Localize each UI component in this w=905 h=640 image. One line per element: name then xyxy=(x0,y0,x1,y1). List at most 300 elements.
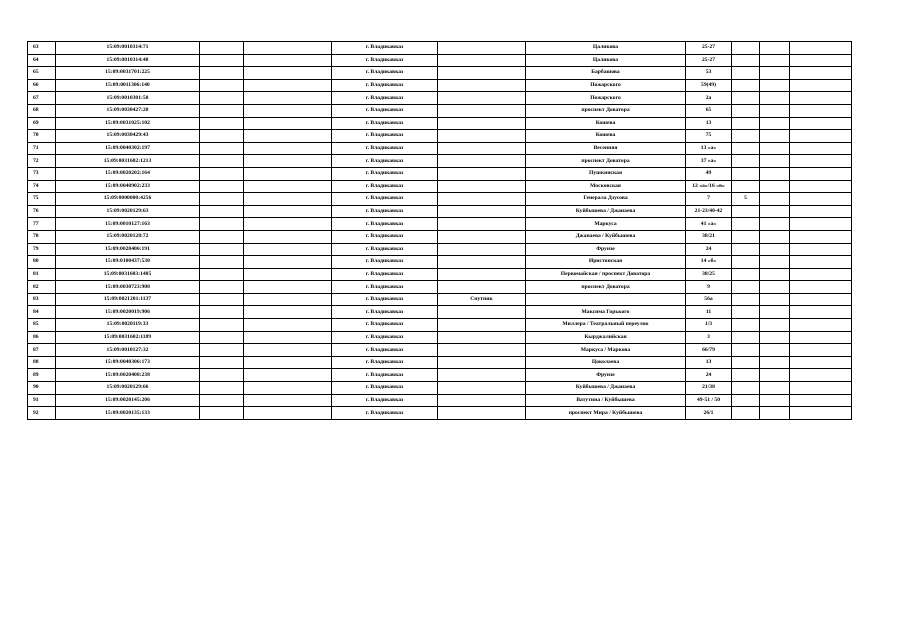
district-cell xyxy=(438,155,526,168)
street-cell: Иристонская xyxy=(526,256,686,269)
extra-cell xyxy=(732,167,760,180)
cadastral-number-cell: 15:09:0020135:133 xyxy=(56,407,200,420)
district-cell xyxy=(438,92,526,105)
table-row xyxy=(28,92,852,105)
empty-cell xyxy=(760,369,790,382)
house-number-cell: 38/25 xyxy=(686,268,732,281)
empty-cell xyxy=(790,369,852,382)
empty-cell xyxy=(200,243,244,256)
row-number-cell: 84 xyxy=(28,306,56,319)
cadastral-number-cell: 15:09:0020406:191 xyxy=(56,243,200,256)
extra-cell: 5 xyxy=(732,193,760,206)
row-number-cell: 69 xyxy=(28,117,56,130)
row-number-cell: 91 xyxy=(28,394,56,407)
district-cell xyxy=(438,344,526,357)
extra-cell xyxy=(732,104,760,117)
table-row xyxy=(28,256,852,269)
cadastral-number-cell: 15:09:0000000:4256 xyxy=(56,193,200,206)
house-number-cell: 25-27 xyxy=(686,42,732,55)
cadastral-number-cell: 15:09:0100437:530 xyxy=(56,256,200,269)
empty-cell xyxy=(200,167,244,180)
empty-cell xyxy=(200,67,244,80)
house-number-cell: 49 xyxy=(686,167,732,180)
district-cell xyxy=(438,230,526,243)
street-cell: Цаликова xyxy=(526,42,686,55)
extra-cell xyxy=(732,407,760,420)
cadastral-number-cell: 15:09:0040902:233 xyxy=(56,180,200,193)
empty-cell xyxy=(790,117,852,130)
cadastral-number-cell: 15:09:0021201:1137 xyxy=(56,293,200,306)
city-cell: г. Владикавказ xyxy=(332,130,438,143)
house-number-cell: 24 xyxy=(686,369,732,382)
empty-cell xyxy=(760,167,790,180)
cadastral-number-cell: 15:09:0030723:908 xyxy=(56,281,200,294)
empty-cell xyxy=(200,306,244,319)
extra-cell xyxy=(732,306,760,319)
street-cell: Кошева xyxy=(526,130,686,143)
house-number-cell: 21-23/40-42 xyxy=(686,205,732,218)
district-cell xyxy=(438,54,526,67)
city-cell: г. Владикавказ xyxy=(332,205,438,218)
empty-cell xyxy=(790,230,852,243)
table-row xyxy=(28,42,852,55)
street-cell: Кырджалийская xyxy=(526,331,686,344)
empty-cell xyxy=(790,54,852,67)
empty-cell xyxy=(760,155,790,168)
house-number-cell: 3 xyxy=(686,331,732,344)
empty-cell xyxy=(200,180,244,193)
extra-cell xyxy=(732,369,760,382)
empty-cell xyxy=(790,356,852,369)
table-row xyxy=(28,205,852,218)
empty-cell xyxy=(244,243,332,256)
empty-cell xyxy=(244,394,332,407)
row-number-cell: 85 xyxy=(28,319,56,332)
empty-cell xyxy=(760,54,790,67)
empty-cell xyxy=(790,104,852,117)
table-row xyxy=(28,117,852,130)
empty-cell xyxy=(790,293,852,306)
row-number-cell: 92 xyxy=(28,407,56,420)
empty-cell xyxy=(200,356,244,369)
cadastral-number-cell: 15:09:0040306:173 xyxy=(56,356,200,369)
extra-cell xyxy=(732,230,760,243)
empty-cell xyxy=(244,104,332,117)
city-cell: г. Владикавказ xyxy=(332,293,438,306)
row-number-cell: 89 xyxy=(28,369,56,382)
extra-cell xyxy=(732,293,760,306)
empty-cell xyxy=(790,243,852,256)
empty-cell xyxy=(760,243,790,256)
empty-cell xyxy=(244,407,332,420)
empty-cell xyxy=(200,319,244,332)
cadastral-number-cell: 15:09:0040302:197 xyxy=(56,142,200,155)
house-number-cell: 13 xyxy=(686,117,732,130)
address-registry-table xyxy=(27,41,852,420)
empty-cell xyxy=(200,193,244,206)
empty-cell xyxy=(790,306,852,319)
extra-cell xyxy=(732,92,760,105)
street-cell: Пожарского xyxy=(526,79,686,92)
cadastral-number-cell: 15:09:0020119:33 xyxy=(56,319,200,332)
house-number-cell: 38/21 xyxy=(686,230,732,243)
cadastral-number-cell: 15:09:0020202:164 xyxy=(56,167,200,180)
empty-cell xyxy=(760,142,790,155)
cadastral-number-cell: 15:09:0020145:206 xyxy=(56,394,200,407)
house-number-cell: 1/3 xyxy=(686,319,732,332)
cadastral-number-cell: 15:09:0031025:102 xyxy=(56,117,200,130)
cadastral-number-cell: 15:09:0011306:140 xyxy=(56,79,200,92)
city-cell: г. Владикавказ xyxy=(332,243,438,256)
empty-cell xyxy=(200,142,244,155)
table-row xyxy=(28,142,852,155)
extra-cell xyxy=(732,218,760,231)
cadastral-number-cell: 15:09:0030427:20 xyxy=(56,104,200,117)
table-row xyxy=(28,319,852,332)
street-cell: Фрунзе xyxy=(526,243,686,256)
empty-cell xyxy=(760,79,790,92)
house-number-cell: 7 xyxy=(686,193,732,206)
empty-cell xyxy=(790,79,852,92)
cadastral-number-cell: 15:09:0030429:43 xyxy=(56,130,200,143)
empty-cell xyxy=(200,394,244,407)
cadastral-number-cell: 15:09:0020019:906 xyxy=(56,306,200,319)
city-cell: г. Владикавказ xyxy=(332,382,438,395)
empty-cell xyxy=(760,306,790,319)
empty-cell xyxy=(200,79,244,92)
empty-cell xyxy=(760,193,790,206)
city-cell: г. Владикавказ xyxy=(332,230,438,243)
house-number-cell: 53 xyxy=(686,67,732,80)
extra-cell xyxy=(732,180,760,193)
table-row xyxy=(28,382,852,395)
extra-cell xyxy=(732,205,760,218)
table-row xyxy=(28,193,852,206)
row-number-cell: 81 xyxy=(28,268,56,281)
city-cell: г. Владикавказ xyxy=(332,117,438,130)
empty-cell xyxy=(200,382,244,395)
house-number-cell: 26/1 xyxy=(686,407,732,420)
table-row xyxy=(28,230,852,243)
row-number-cell: 87 xyxy=(28,344,56,357)
extra-cell xyxy=(732,54,760,67)
street-cell: проспект Доватора xyxy=(526,155,686,168)
extra-cell xyxy=(732,243,760,256)
empty-cell xyxy=(760,394,790,407)
empty-cell xyxy=(200,54,244,67)
row-number-cell: 65 xyxy=(28,67,56,80)
extra-cell xyxy=(732,356,760,369)
district-cell xyxy=(438,256,526,269)
empty-cell xyxy=(760,42,790,55)
empty-cell xyxy=(200,117,244,130)
row-number-cell: 66 xyxy=(28,79,56,92)
district-cell xyxy=(438,130,526,143)
empty-cell xyxy=(244,356,332,369)
table-row xyxy=(28,344,852,357)
table-row xyxy=(28,306,852,319)
empty-cell xyxy=(790,407,852,420)
table-row xyxy=(28,167,852,180)
row-number-cell: 64 xyxy=(28,54,56,67)
house-number-cell: 24 xyxy=(686,243,732,256)
empty-cell xyxy=(760,344,790,357)
row-number-cell: 67 xyxy=(28,92,56,105)
street-cell: Цаликова xyxy=(526,54,686,67)
street-cell xyxy=(526,293,686,306)
row-number-cell: 63 xyxy=(28,42,56,55)
empty-cell xyxy=(760,268,790,281)
empty-cell xyxy=(244,130,332,143)
empty-cell xyxy=(200,42,244,55)
street-cell: Маркуса xyxy=(526,218,686,231)
empty-cell xyxy=(760,130,790,143)
empty-cell xyxy=(200,104,244,117)
extra-cell xyxy=(732,67,760,80)
row-number-cell: 75 xyxy=(28,193,56,206)
city-cell: г. Владикавказ xyxy=(332,256,438,269)
street-cell: Цоколаева xyxy=(526,356,686,369)
table-row xyxy=(28,356,852,369)
city-cell: г. Владикавказ xyxy=(332,155,438,168)
extra-cell xyxy=(732,130,760,143)
cadastral-number-cell: 15:09:0010127:32 xyxy=(56,344,200,357)
city-cell: г. Владикавказ xyxy=(332,306,438,319)
street-cell: Маркуса / Маркова xyxy=(526,344,686,357)
district-cell xyxy=(438,356,526,369)
table-row xyxy=(28,180,852,193)
row-number-cell: 79 xyxy=(28,243,56,256)
street-cell: Кошева xyxy=(526,117,686,130)
extra-cell xyxy=(732,382,760,395)
city-cell: г. Владикавказ xyxy=(332,79,438,92)
empty-cell xyxy=(244,268,332,281)
house-number-cell: 65 xyxy=(686,104,732,117)
table-row xyxy=(28,331,852,344)
city-cell: г. Владикавказ xyxy=(332,92,438,105)
house-number-cell: 66/79 xyxy=(686,344,732,357)
city-cell: г. Владикавказ xyxy=(332,218,438,231)
street-cell: проспект Доватора xyxy=(526,281,686,294)
table-row xyxy=(28,155,852,168)
city-cell: г. Владикавказ xyxy=(332,268,438,281)
house-number-cell: 75 xyxy=(686,130,732,143)
empty-cell xyxy=(760,356,790,369)
empty-cell xyxy=(244,344,332,357)
district-cell xyxy=(438,117,526,130)
district-cell xyxy=(438,104,526,117)
table-row xyxy=(28,394,852,407)
empty-cell xyxy=(200,256,244,269)
district-cell xyxy=(438,67,526,80)
street-cell: Джанаева / Куйбышева xyxy=(526,230,686,243)
empty-cell xyxy=(790,281,852,294)
street-cell: Первомайская / проспект Доватора xyxy=(526,268,686,281)
empty-cell xyxy=(244,256,332,269)
empty-cell xyxy=(244,117,332,130)
empty-cell xyxy=(760,293,790,306)
house-number-cell: 49-51 / 50 xyxy=(686,394,732,407)
extra-cell xyxy=(732,79,760,92)
row-number-cell: 72 xyxy=(28,155,56,168)
table-body xyxy=(28,42,852,420)
empty-cell xyxy=(200,205,244,218)
empty-cell xyxy=(760,281,790,294)
house-number-cell: 25-27 xyxy=(686,54,732,67)
street-cell: Весенняя xyxy=(526,142,686,155)
house-number-cell: 13 «а» xyxy=(686,142,732,155)
empty-cell xyxy=(200,407,244,420)
empty-cell xyxy=(790,92,852,105)
row-number-cell: 74 xyxy=(28,180,56,193)
street-cell: проспект Доватора xyxy=(526,104,686,117)
city-cell: г. Владикавказ xyxy=(332,319,438,332)
street-cell: Пожарского xyxy=(526,92,686,105)
row-number-cell: 70 xyxy=(28,130,56,143)
table-row xyxy=(28,369,852,382)
cadastral-number-cell: 15:09:0010127:163 xyxy=(56,218,200,231)
cadastral-number-cell: 15:09:0010301:50 xyxy=(56,92,200,105)
city-cell: г. Владикавказ xyxy=(332,167,438,180)
empty-cell xyxy=(760,382,790,395)
house-number-cell: 2а xyxy=(686,92,732,105)
table-row xyxy=(28,293,852,306)
empty-cell xyxy=(244,167,332,180)
extra-cell xyxy=(732,281,760,294)
empty-cell xyxy=(244,369,332,382)
extra-cell xyxy=(732,155,760,168)
house-number-cell: 59(49) xyxy=(686,79,732,92)
empty-cell xyxy=(200,281,244,294)
empty-cell xyxy=(244,205,332,218)
empty-cell xyxy=(790,142,852,155)
empty-cell xyxy=(760,117,790,130)
empty-cell xyxy=(790,218,852,231)
city-cell: г. Владикавказ xyxy=(332,394,438,407)
empty-cell xyxy=(760,180,790,193)
empty-cell xyxy=(760,205,790,218)
district-cell xyxy=(438,407,526,420)
row-number-cell: 71 xyxy=(28,142,56,155)
table-row xyxy=(28,67,852,80)
empty-cell xyxy=(760,104,790,117)
house-number-cell: 14 «б» xyxy=(686,256,732,269)
extra-cell xyxy=(732,319,760,332)
row-number-cell: 76 xyxy=(28,205,56,218)
row-number-cell: 73 xyxy=(28,167,56,180)
empty-cell xyxy=(244,230,332,243)
empty-cell xyxy=(790,42,852,55)
empty-cell xyxy=(790,155,852,168)
city-cell: г. Владикавказ xyxy=(332,281,438,294)
empty-cell xyxy=(200,331,244,344)
table-row xyxy=(28,268,852,281)
district-cell xyxy=(438,42,526,55)
empty-cell xyxy=(790,67,852,80)
extra-cell xyxy=(732,331,760,344)
cadastral-number-cell: 15:09:0010314:48 xyxy=(56,54,200,67)
district-cell: Спутник xyxy=(438,293,526,306)
district-cell xyxy=(438,319,526,332)
table-row xyxy=(28,130,852,143)
city-cell: г. Владикавказ xyxy=(332,331,438,344)
house-number-cell: 41 «а» xyxy=(686,218,732,231)
empty-cell xyxy=(790,193,852,206)
empty-cell xyxy=(790,394,852,407)
street-cell: Генерала Дзусова xyxy=(526,193,686,206)
row-number-cell: 90 xyxy=(28,382,56,395)
empty-cell xyxy=(200,130,244,143)
empty-cell xyxy=(200,155,244,168)
house-number-cell: 9 xyxy=(686,281,732,294)
city-cell: г. Владикавказ xyxy=(332,344,438,357)
district-cell xyxy=(438,180,526,193)
empty-cell xyxy=(244,319,332,332)
extra-cell xyxy=(732,268,760,281)
street-cell: Фрунзе xyxy=(526,369,686,382)
empty-cell xyxy=(760,230,790,243)
empty-cell xyxy=(244,293,332,306)
row-number-cell: 68 xyxy=(28,104,56,117)
district-cell xyxy=(438,205,526,218)
street-cell: Московская xyxy=(526,180,686,193)
empty-cell xyxy=(244,281,332,294)
empty-cell xyxy=(200,369,244,382)
street-cell: Ватутина / Куйбышева xyxy=(526,394,686,407)
district-cell xyxy=(438,306,526,319)
empty-cell xyxy=(200,92,244,105)
extra-cell xyxy=(732,394,760,407)
table-row xyxy=(28,218,852,231)
empty-cell xyxy=(790,130,852,143)
district-cell xyxy=(438,369,526,382)
city-cell: г. Владикавказ xyxy=(332,407,438,420)
row-number-cell: 77 xyxy=(28,218,56,231)
district-cell xyxy=(438,281,526,294)
district-cell xyxy=(438,394,526,407)
cadastral-number-cell: 15:09:0020129:63 xyxy=(56,205,200,218)
empty-cell xyxy=(244,306,332,319)
empty-cell xyxy=(244,92,332,105)
empty-cell xyxy=(760,67,790,80)
street-cell: Миллера / Театральный переулок xyxy=(526,319,686,332)
empty-cell xyxy=(200,344,244,357)
district-cell xyxy=(438,167,526,180)
row-number-cell: 82 xyxy=(28,281,56,294)
extra-cell xyxy=(732,42,760,55)
city-cell: г. Владикавказ xyxy=(332,356,438,369)
city-cell: г. Владикавказ xyxy=(332,67,438,80)
row-number-cell: 78 xyxy=(28,230,56,243)
empty-cell xyxy=(760,256,790,269)
empty-cell xyxy=(244,180,332,193)
table-row xyxy=(28,281,852,294)
table-row xyxy=(28,54,852,67)
empty-cell xyxy=(790,256,852,269)
empty-cell xyxy=(200,293,244,306)
district-cell xyxy=(438,243,526,256)
empty-cell xyxy=(760,319,790,332)
cadastral-number-cell: 15:09:0020128:72 xyxy=(56,230,200,243)
empty-cell xyxy=(760,407,790,420)
extra-cell xyxy=(732,117,760,130)
house-number-cell: 56а xyxy=(686,293,732,306)
empty-cell xyxy=(790,331,852,344)
empty-cell xyxy=(244,79,332,92)
cadastral-number-cell: 15:09:0010314:71 xyxy=(56,42,200,55)
city-cell: г. Владикавказ xyxy=(332,193,438,206)
empty-cell xyxy=(790,319,852,332)
